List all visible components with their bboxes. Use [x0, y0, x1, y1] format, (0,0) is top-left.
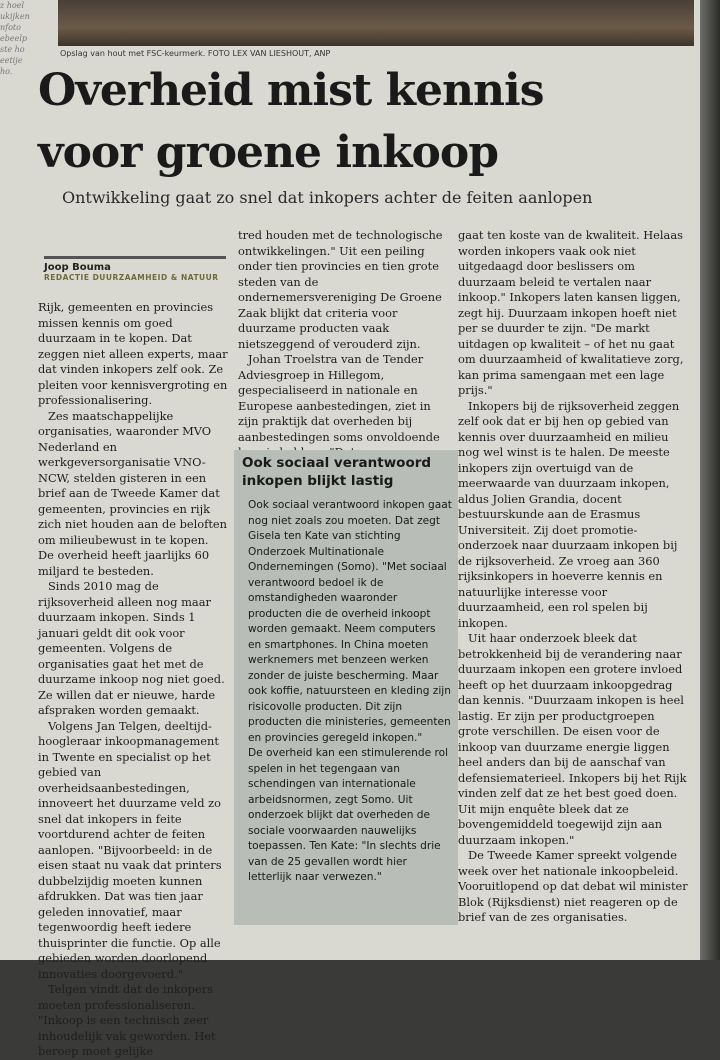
- fragment-line: ukijken: [0, 12, 30, 21]
- paragraph: Uit haar onderzoek bleek dat betrokkenheid bij de verandering naar duurzaam inkopen een grotere invloed heeft op het duurzaam inkoopgedrag dan kennis. "Duurzaam inkopen is heel lastig. Er zijn per productgroepen grote verschillen. De eisen voor de inkoop van duurzame energie liggen heel anders dan bij de aanschaf van defensiematerieel. Inkopers bij het Rijk vinden zelf dat ze het best goed doen. Uit mijn enquête bleek dat ze bovengemiddeld toegewijd zijn aan duurzaam inkopen.": [458, 631, 687, 847]
- fragment-line: ebeelp: [0, 34, 28, 43]
- headline-line-2: voor groene inkoop: [38, 127, 499, 178]
- headline-line-1: Overheid mist kennis: [38, 65, 544, 116]
- paragraph: De overheid kan een stimulerende rol spelen in het tegengaan van schendingen van internationale arbeidsnormen, zegt Somo. Uit onderzoek blijkt dat overheden de sociale voorwaarden nauwelijks toepassen. Ten Kate: "In slechts drie van de 25 gevallen wordt hier letterlijk naar verwezen.": [248, 747, 449, 883]
- column-3: [458, 228, 688, 926]
- fragment-line: ho.: [0, 67, 13, 76]
- sidebar-box: [234, 450, 458, 925]
- fragment-line: z hoel: [0, 1, 25, 10]
- paragraph: Johan Troelstra van de Tender Adviesgroep in Hillegom, gespecialiseerd in nationale en Europese aanbestedingen, ziet in zijn praktijk dat overheden bij aanbestedingen soms onvoldoende: [238, 352, 440, 444]
- paragraph: Ook sociaal verantwoord inkopen gaat nog niet zoals zou moeten. Dat zegt Gisela ten Kate van stichting Onderzoek Multinationale Ondernemingen (Somo). "Met sociaal verantwoord bedoel ik de omstandigheden waaronder producten die de overheid inkoopt worden gemaakt. Neem computers en smartphones. In China moeten werknemers met benzeen werken zonder de juiste bescherming. Maar ook koffie, natuursteen en kleding zijn risicovolle producten. Dit zijn producten die ministeries, gemeenten en provincies geregeld inkopen.": [248, 499, 452, 744]
- box-text: [248, 498, 452, 886]
- paragraph: Volgens Jan Telgen, deeltijd-hoogleraar inkoopmanagement in Twente en specialist op het gebied van overheidsaanbestedingen, innoveert het duurzame veld zo snel dat inkopers in feite voortdurend achter de feiten aanlopen. "Bijvoorbeeld: in de eisen staat nu vaak dat printers dubbelzijdig moeten kunnen afdrukken. Dat was tien jaar geleden innovatief, maar tegenwoordig heeft iedere thuisprinter die functie. Op alle gebieden worden doorlopend innovaties doorgevoerd.": [38, 718, 222, 981]
- headline: [38, 60, 688, 184]
- paragraph: gaat ten koste van de kwaliteit. Helaas worden inkopers vaak ook niet uitgedaagd door beslissers om duurzaam beleid te vertalen naar inkoop." Inkopers laten kansen liggen, zegt hij. Duurzaam inkopen hoeft niet per se duurder te zijn. "De markt uitdagen op kwaliteit – of het nu gaat om duurzaamheid of kwalitatieve zorg, kan prima samengaan met een lage prijs.": [458, 228, 684, 397]
- author-name: Joop Bouma: [44, 262, 111, 273]
- paragraph: Zes maatschappelijke organisaties, waaronder MVO Nederland en werkgeversorganisatie VNO-NCW, stelden gisteren in een brief aan de Tweede Kamer dat gemeenten, provincies en rijk zich niet houden aan de beloften om milieubewust in te kopen. De overheid heeft jaarlijks 60 miljard te besteden.: [38, 408, 228, 578]
- column-1: [38, 300, 228, 1060]
- paragraph: Rijk, gemeenten en provincies missen kennis om goed duurzaam in te kopen. Dat zeggen niet alleen experts, maar dat vinden inkopers zelf ook. Ze pleiten voor kennisvergroting en professionalisering.: [38, 300, 228, 407]
- article-photo: [58, 0, 694, 46]
- byline: [44, 256, 226, 282]
- fragment-line: ste ho: [0, 45, 25, 54]
- subheadline: Ontwikkeling gaat zo snel dat inkopers achter de feiten aanlopen: [62, 188, 593, 207]
- table-background: [700, 0, 720, 960]
- column-2: [238, 228, 448, 461]
- paragraph: Telgen vindt dat de inkopers moeten professionaliseren. "Inkoop is een technisch zeer inhoudelijk vak geworden. Het beroep moet gelijke: [38, 982, 216, 1058]
- fragment-line: nfoto: [0, 23, 21, 32]
- paragraph: tred houden met de technologische ontwikkelingen." Uit een peiling onder tien provincies en tien grote steden van de ondernemersvereniging De Groene Zaak blijkt dat criteria voor duurzame producten vaak nietszeggend of verouderd zijn.: [238, 228, 443, 351]
- box-title: Ook sociaal verantwoord inkopen blijkt lastig: [242, 455, 432, 489]
- paragraph: Sinds 2010 mag de rijksoverheid alleen nog maar duurzaam inkopen. Sinds 1 januari geldt dit ook voor gemeenten. Volgens de organisaties gaat het met de duurzame inkoop nog niet goed. Ze willen dat er nieuwe, harde afspraken worden gemaakt.: [38, 579, 225, 717]
- paragraph: Inkopers bij de rijksoverheid zeggen zelf ook dat er bij hen op gebied van kennis over duurzaamheid en milieu nog wel winst is te halen. De meeste inkopers zijn overtuigd van de meerwaarde van duurzaam inkopen, aldus Jolien Grandia, docent bestuurskunde aan de Erasmus Universiteit. Zij doet promotie-onderzoek naar duurzaam inkopen bij de rijksoverheid. Ze vroeg aan 360 rijksinkopers in hoeverre kennis en natuurlijke interesse voor duurzaamheid, een rol spelen bij inkopen.: [458, 398, 680, 630]
- fragment-line: eetije: [0, 56, 23, 65]
- photo-caption: Opslag van hout met FSC-keurmerk. FOTO LEX VAN LIESHOUT, ANP: [60, 49, 331, 58]
- author-department: REDACTIE DUURZAAMHEID & NATUUR: [44, 273, 219, 282]
- paragraph: De Tweede Kamer spreekt volgende week over het nationale inkoopbeleid. Vooruitlopend op dat debat wil minister Blok (Rijksdienst) niet reageren op de brief van de zes organisaties.: [458, 848, 688, 924]
